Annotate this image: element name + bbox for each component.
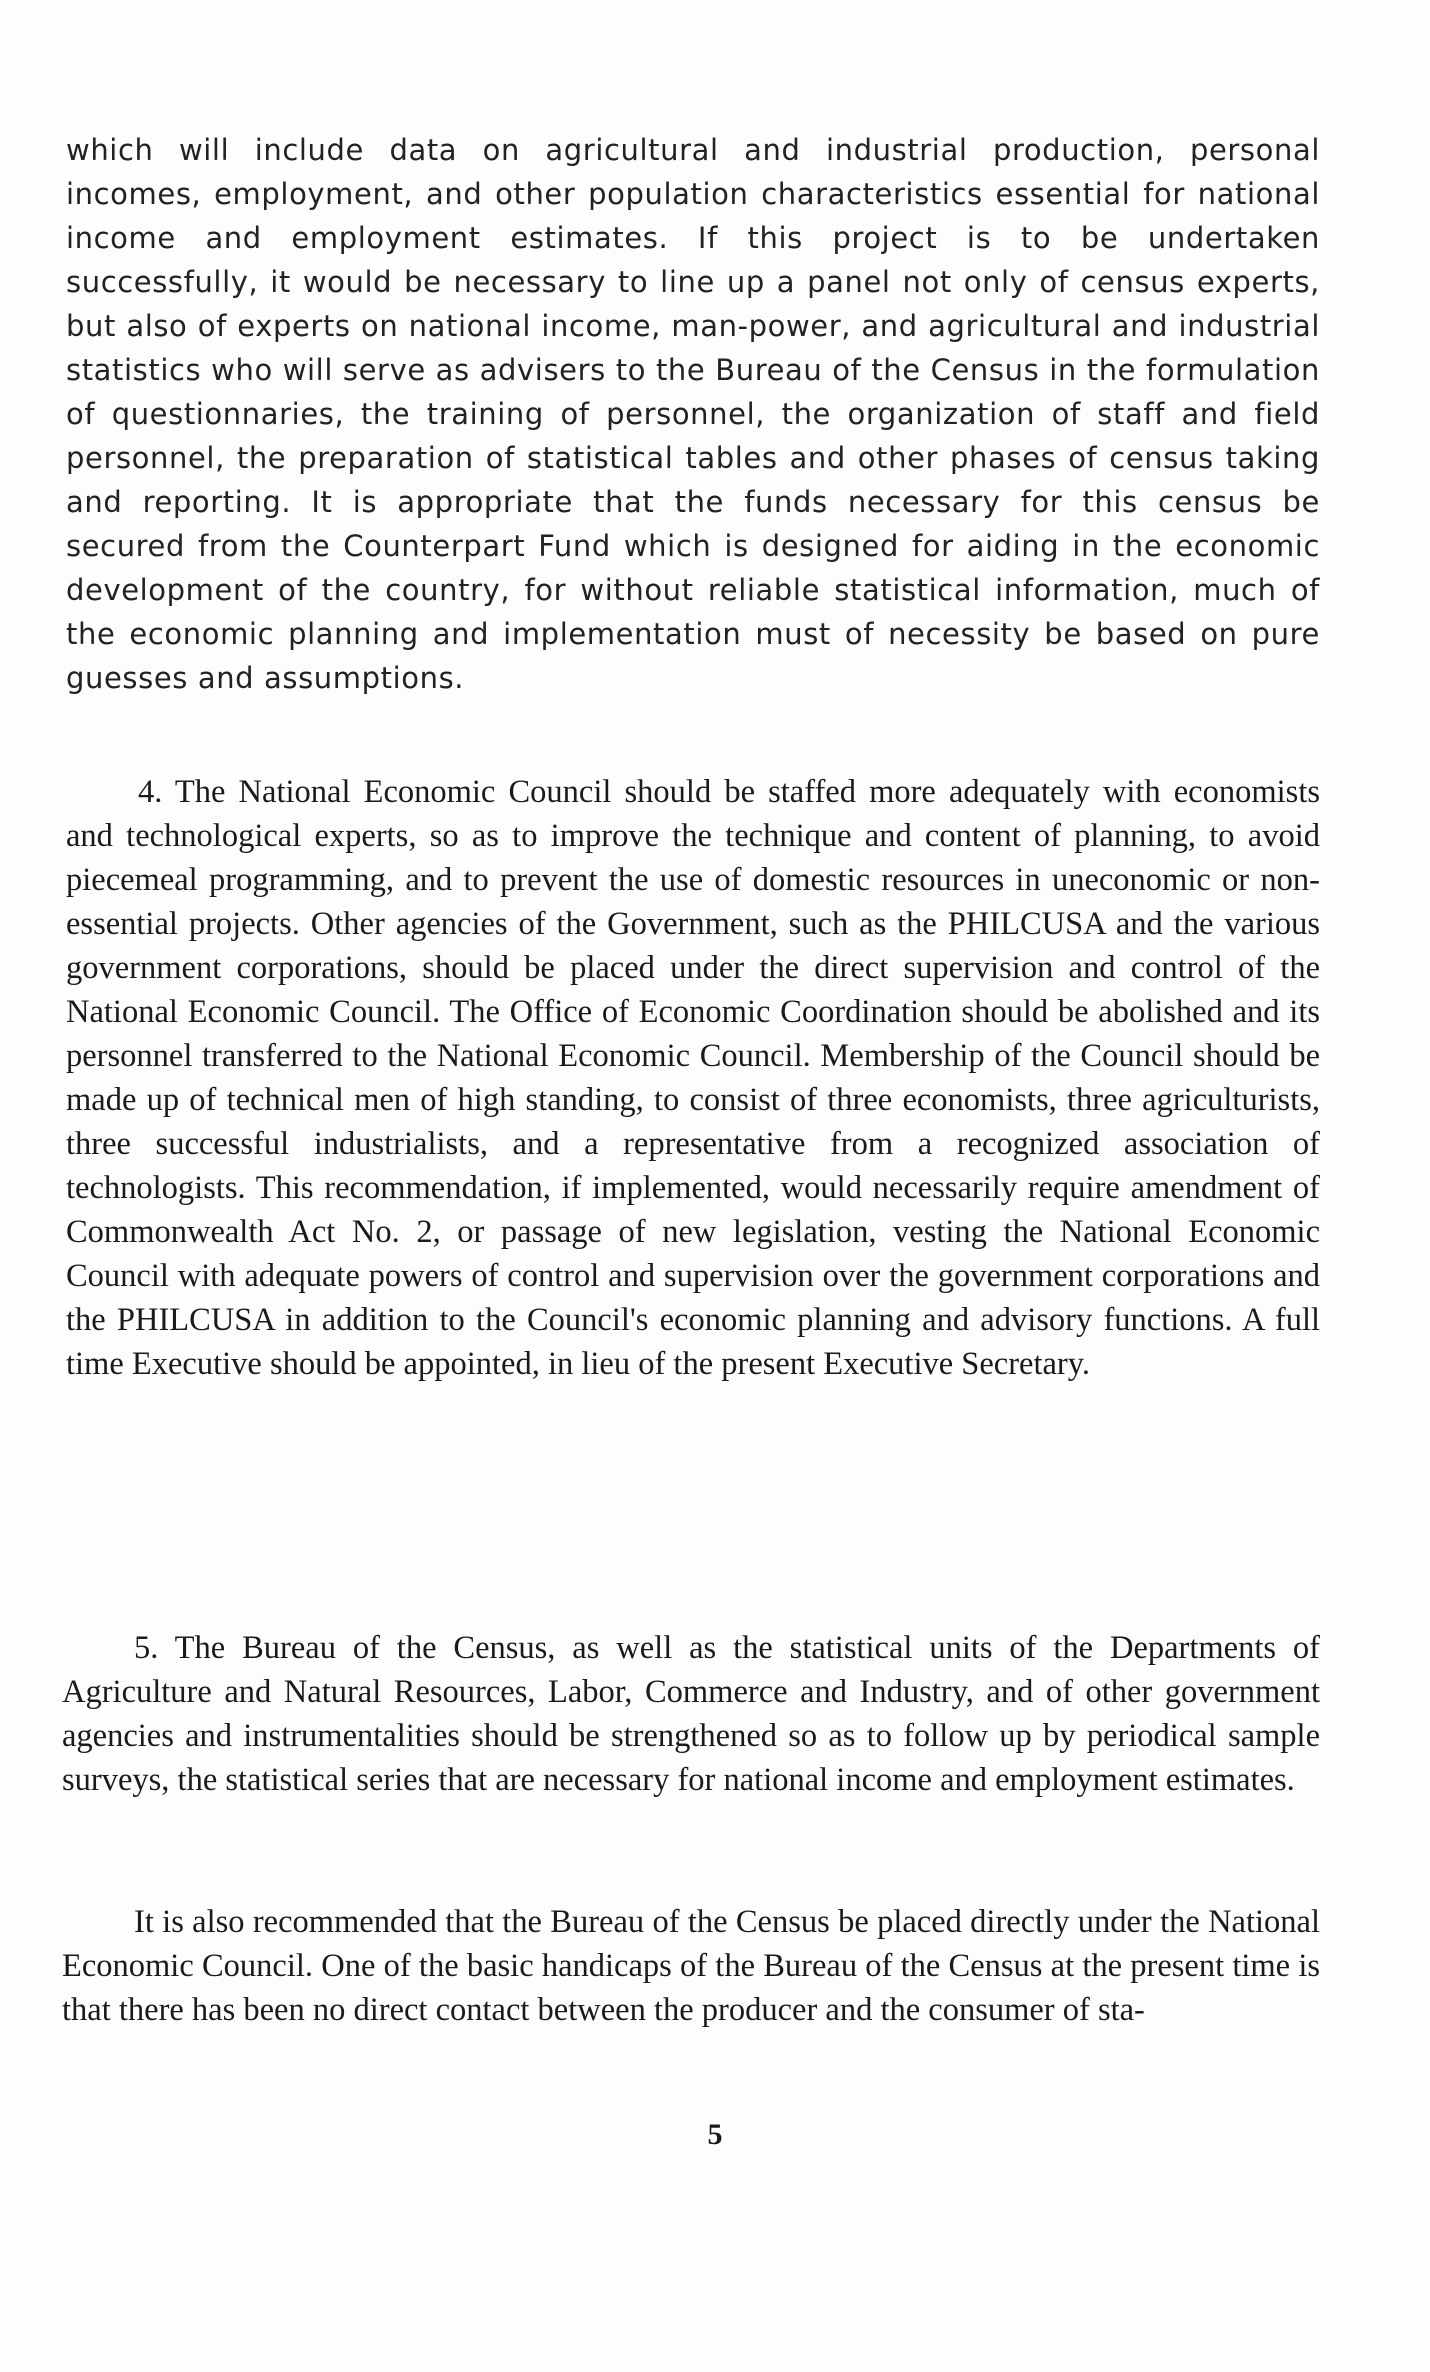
paragraph-item-4-national-economic-council: 4. The National Economic Council should be staffed more adequately with economists and technological experts, so as to improve the technique and content of planning, to avoid piecemeal programming, and to prevent the use of domestic resources in uneconomic or non-essential projects. Other agencies of the Government, such as the PHILCUSA and the various government corporations, should be placed under the direct supervision and control of the National Economic Council. The Office of Economic Coordination should be abolished and its personnel transferred to the National Economic Council. Membership of the Council should be made up of technical men of high standing, to consist of three economists, three agriculturists, three successful industrialists, and a representative from a recognized association of technologists. This recommendation, if implemented, would necessarily require amendment of Commonwealth Act No. 2, or passage of new legislation, vesting the National Economic Council with adequate powers of control and supervision over the government corporations and the PHILCUSA in addition to the Council's economic planning and advisory functions. A full time Executive should be appointed, in lieu of the present Executive Secretary. [66,774,1320,1382]
page-number: 5 [707,2118,723,2151]
paragraph-census-continuation: which will include data on agricultural and industrial production, personal incomes, employment, and other population characteristics essential for national income and employment estimates. If this project is to be undertaken successfully, it would be necessary to line up a panel not only of census experts, but also of experts on national income, man-power, and agricultural and industrial statistics who will serve as advisers to the Bureau of the Census in the formulation of questionnaries, the training of personnel, the organization of staff and field personnel, the preparation of statistical tables and other phases of census taking and reporting. It is appropriate that the funds necessary for this census be secured from the Counterpart Fund which is designed for aiding in the economic development of the country, for without reliable statistical information, much of the economic planning and implementation must of necessity be based on pure guesses and assumptions. [66,133,1320,695]
paragraph-census-under-council: It is also recommended that the Bureau of the Census be placed directly under the National Economic Council. One of the basic handicaps of the Bureau of the Census at the present time is that there has been no direct contact between the producer and the consumer of sta- [62,1904,1320,2028]
paragraph-item-5-bureau-of-census: 5. The Bureau of the Census, as well as the statistical units of the Departments of Agriculture and Natural Resources, Labor, Commerce and Industry, and of other government agencies and instrumentalities should be strengthened so as to follow up by periodical sample surveys, the statistical series that are necessary for national income and employment estimates. [62,1630,1320,1798]
